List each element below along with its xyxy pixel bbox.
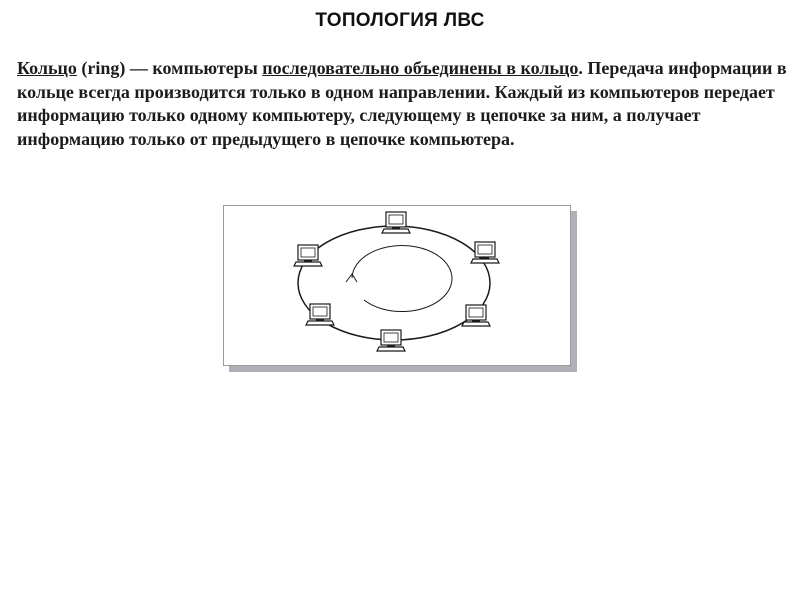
flow-arrow-head	[346, 274, 357, 282]
computer-icon	[306, 304, 334, 325]
computer-icon	[382, 212, 410, 233]
ring-topology-figure	[223, 205, 571, 366]
slide-title: ТОПОЛОГИЯ ЛВС	[315, 10, 485, 31]
description-text: . Передача информации в кольце всегда производится только в одном направлении. Каждый из компьютеров передает информацию только одному компьютеру, следующему в цепочке за ним, а получает информацию только от предыдущего в цепочке компьютера.	[17, 58, 787, 149]
ring-diagram	[224, 206, 570, 365]
term-definition: (ring) — компьютеры	[76, 58, 263, 78]
emphasis-text: последовательно объединены в кольцо	[262, 58, 579, 78]
topology-description	[17, 57, 787, 151]
flow-arrow	[352, 246, 452, 312]
figure-frame	[223, 205, 571, 366]
computer-icon	[462, 305, 490, 326]
computer-icon	[471, 242, 499, 263]
term-ring: Кольцо	[17, 58, 77, 78]
computer-icon	[294, 245, 322, 266]
computer-icon	[377, 330, 405, 351]
